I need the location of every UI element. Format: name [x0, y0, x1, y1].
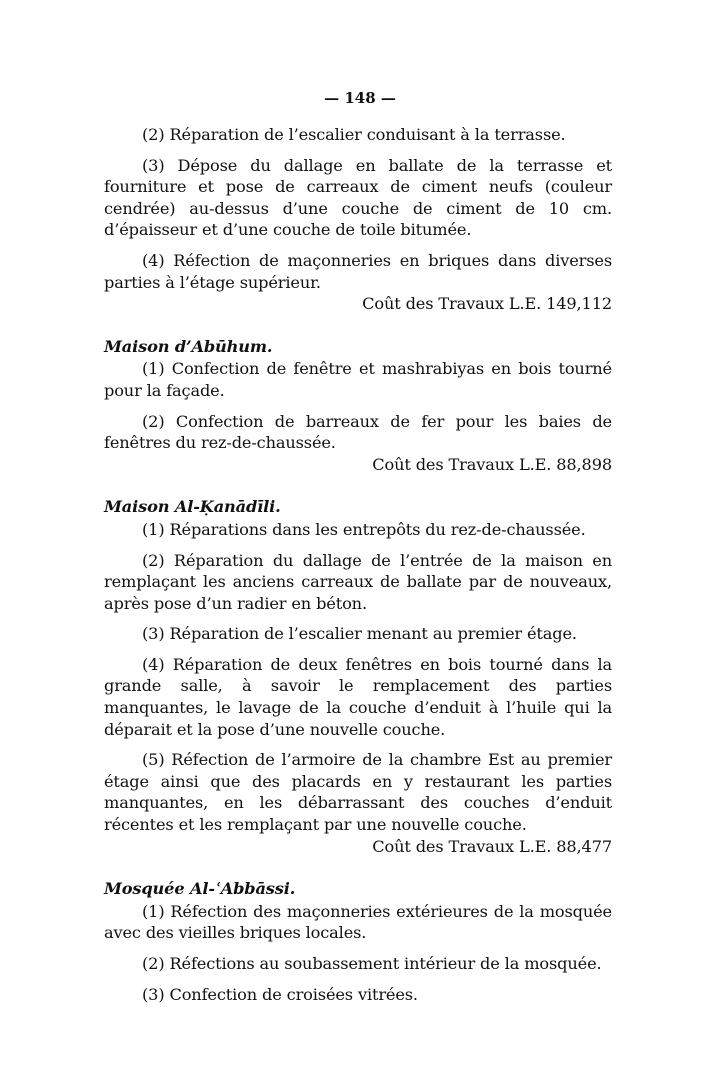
list-item: (5) Réfection de l’armoire de la chambre Est au premier étage ainsi que des placards en y restaurant les parties manquantes, en les débarrassant des couches d’enduit récentes et les remplaçant par une nouvelle couche. [104, 750, 612, 835]
list-item: (4) Réparation de deux fenêtres en bois tourné dans la grande salle, à savoir le remplacement des parties manquantes, le lavage de la couche d’enduit à l’huile qui la déparait et la pose d’une nouvelle couche. [104, 654, 612, 739]
list-item: (1) Réparations dans les entrepôts du rez-de-chaussée. [142, 519, 586, 539]
section-heading: Maison Al-Ḳanādīli. [104, 497, 281, 517]
section-maison-abuhum [104, 336, 612, 476]
list-item: (4) Réfection de maçonneries en briques dans diverses parties à l’étage supérieur. [104, 250, 612, 292]
list-item: (2) Réparation de l’escalier conduisant à la terrasse. [142, 125, 566, 144]
document-body [104, 124, 612, 1014]
list-item: (3) Confection de croisées vitrées. [142, 984, 418, 1004]
section-heading: Maison d’Abūhum. [104, 336, 273, 356]
section-mosquee-al-abbassi [104, 878, 612, 1005]
list-item: (1) Confection de fenêtre et mashrabiyas en bois tourné pour la façade. [104, 359, 612, 400]
section-continued [104, 124, 612, 315]
page-number: — 148 — [324, 89, 396, 107]
section-maison-al-kanadili [104, 496, 612, 857]
cost-line: Coût des Travaux L.E. 88,477 [372, 836, 612, 856]
list-item: (3) Réparation de l’escalier menant au premier étage. [142, 624, 577, 644]
list-item: (2) Réfections au soubassement intérieur de la mosquée. [142, 954, 602, 973]
list-item: (3) Dépose du dallage en ballate de la terrasse et fourniture et pose de carreaux de ciment neufs (couleur cendrée) au-dessus d’une couche de ciment de 10 cm. d’épaisseur et d’une couche de toile bitumée. [104, 155, 612, 240]
cost-line: Coût des Travaux L.E. 149,112 [362, 294, 612, 314]
list-item: (2) Confection de barreaux de fer pour les baies de fenêtres du rez-de-chaussée. [104, 411, 612, 453]
list-item: (1) Réfection des maçonneries extérieures de la mosquée avec des vieilles briques locales. [104, 901, 612, 943]
section-heading: Mosquée Al-ʿAbbāssi. [104, 879, 296, 899]
list-item: (2) Réparation du dallage de l’entrée de la maison en remplaçant les anciens carreaux de ballate par de nouveaux, après pose d’un radier en béton. [104, 550, 612, 613]
cost-line: Coût des Travaux L.E. 88,898 [372, 454, 612, 474]
